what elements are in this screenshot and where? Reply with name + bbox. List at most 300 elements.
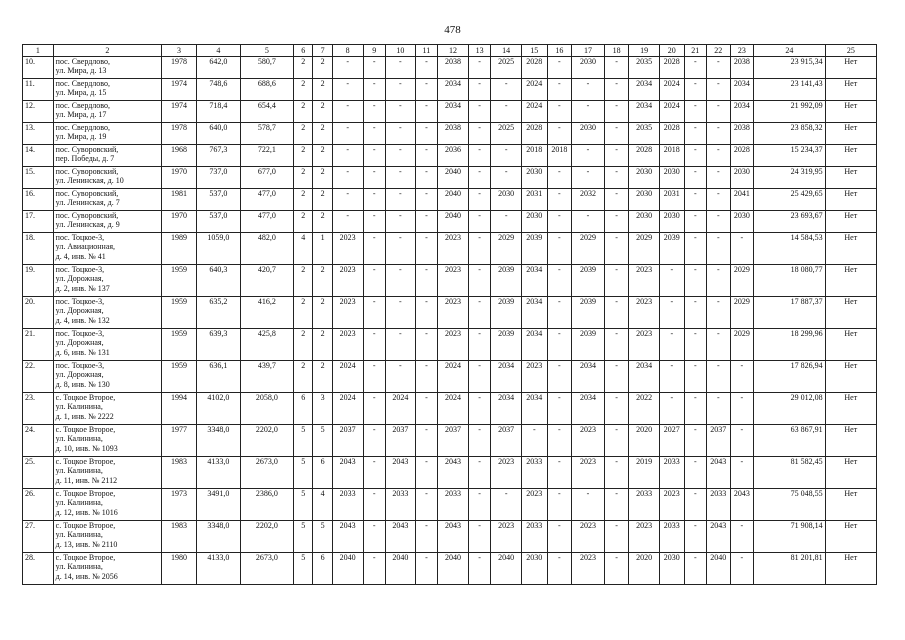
table-cell: - <box>604 123 629 145</box>
table-cell: - <box>468 489 491 521</box>
table-cell: - <box>604 57 629 79</box>
address-line: ул. Калинина, <box>55 466 103 476</box>
table-cell: - <box>491 101 522 123</box>
table-cell: 2034 <box>522 393 548 425</box>
address-cell <box>53 189 161 211</box>
table-cell: - <box>730 233 754 265</box>
table-cell: 1989 <box>162 233 197 265</box>
table-cell: - <box>684 145 707 167</box>
table-cell: 2023 <box>572 553 605 585</box>
address-line: ул. Калинина, <box>55 562 103 572</box>
table-cell: Нет <box>825 489 876 521</box>
table-cell: 2040 <box>707 553 731 585</box>
table-row <box>23 457 877 489</box>
address-cell <box>53 329 161 361</box>
column-number: 8 <box>332 45 363 57</box>
table-cell: - <box>415 393 438 425</box>
table-cell: - <box>415 167 438 189</box>
table-cell: 5 <box>313 521 332 553</box>
table-cell: - <box>660 361 685 393</box>
table-cell: - <box>707 123 731 145</box>
table-cell: 639,3 <box>196 329 240 361</box>
address-cell <box>53 211 161 233</box>
table-cell: - <box>547 457 572 489</box>
address-line: с. Тоцкое Второе, <box>55 457 116 466</box>
table-cell: - <box>363 553 386 585</box>
table-cell: 2037 <box>386 425 416 457</box>
table-cell: 2034 <box>730 79 754 101</box>
table-cell: 2024 <box>660 101 685 123</box>
table-cell: 2039 <box>522 233 548 265</box>
table-cell: - <box>684 297 707 329</box>
table-cell: 6 <box>313 457 332 489</box>
table-cell: Нет <box>825 57 876 79</box>
row-number-cell: 27. <box>23 521 54 553</box>
table-cell: 2039 <box>572 265 605 297</box>
table-cell: 1977 <box>162 425 197 457</box>
row-number-cell: 28. <box>23 553 54 585</box>
table-cell: - <box>415 457 438 489</box>
table-cell: - <box>491 211 522 233</box>
table-cell: - <box>415 101 438 123</box>
table-cell: 2030 <box>660 211 685 233</box>
table-cell: 1959 <box>162 265 197 297</box>
address-cell <box>53 393 161 425</box>
table-cell: 640,0 <box>196 123 240 145</box>
table-cell: 1959 <box>162 297 197 329</box>
capital-repair-schedule-table <box>22 44 877 585</box>
table-cell: 2024 <box>438 393 469 425</box>
table-cell: 2673,0 <box>240 553 293 585</box>
table-cell: 2033 <box>522 457 548 489</box>
table-cell: - <box>386 211 416 233</box>
table-cell: 2036 <box>438 145 469 167</box>
row-number-cell: 21. <box>23 329 54 361</box>
table-cell: Нет <box>825 167 876 189</box>
table-cell: - <box>386 329 416 361</box>
table-cell: 2039 <box>491 329 522 361</box>
table-cell: - <box>491 79 522 101</box>
table-cell: - <box>522 425 548 457</box>
table-cell: 2037 <box>438 425 469 457</box>
table-cell: 2029 <box>572 233 605 265</box>
column-number: 25 <box>825 45 876 57</box>
table-cell: 2037 <box>491 425 522 457</box>
table-cell: - <box>730 521 754 553</box>
table-cell: 2033 <box>438 489 469 521</box>
address-cell <box>53 233 161 265</box>
table-cell: 2 <box>293 265 312 297</box>
table-cell: - <box>572 145 605 167</box>
address-line: пос. Свердлово, <box>55 79 110 88</box>
table-cell: 2027 <box>660 425 685 457</box>
table-cell: 2029 <box>491 233 522 265</box>
table-cell: 2023 <box>572 425 605 457</box>
table-cell: 23 693,67 <box>754 211 826 233</box>
column-number: 5 <box>240 45 293 57</box>
table-cell: 1980 <box>162 553 197 585</box>
column-number: 4 <box>196 45 240 57</box>
address-line: ул. Мира, д. 17 <box>55 110 107 120</box>
table-cell: - <box>707 329 731 361</box>
table-cell: 2023 <box>572 521 605 553</box>
table-cell: - <box>386 57 416 79</box>
table-cell: 2023 <box>522 361 548 393</box>
table-cell: - <box>415 329 438 361</box>
table-cell: Нет <box>825 329 876 361</box>
address-line: д. 11, инв. № 2112 <box>55 475 118 485</box>
table-row <box>23 425 877 457</box>
table-cell: 2030 <box>629 189 660 211</box>
table-cell: 3348,0 <box>196 521 240 553</box>
table-cell: 2040 <box>491 553 522 585</box>
column-number: 19 <box>629 45 660 57</box>
table-cell: - <box>332 79 363 101</box>
table-cell: - <box>604 297 629 329</box>
table-cell: 2043 <box>438 457 469 489</box>
table-cell: - <box>386 123 416 145</box>
table-cell: - <box>684 57 707 79</box>
table-cell: Нет <box>825 79 876 101</box>
address-line: д. 4, инв. № 41 <box>55 251 106 261</box>
table-cell: 21 992,09 <box>754 101 826 123</box>
column-number: 21 <box>684 45 707 57</box>
table-cell: 2034 <box>491 393 522 425</box>
column-number: 12 <box>438 45 469 57</box>
table-cell: 2 <box>293 189 312 211</box>
table-cell: - <box>547 123 572 145</box>
table-cell: 81 582,45 <box>754 457 826 489</box>
table-cell: 23 141,43 <box>754 79 826 101</box>
table-cell: 2 <box>313 145 332 167</box>
table-cell: 2 <box>313 79 332 101</box>
table-cell: - <box>730 361 754 393</box>
table-cell: 24 319,95 <box>754 167 826 189</box>
table-cell: - <box>684 329 707 361</box>
table-cell: - <box>332 211 363 233</box>
table-cell: 2023 <box>332 329 363 361</box>
row-number-cell: 13. <box>23 123 54 145</box>
table-cell: 2040 <box>386 553 416 585</box>
column-number: 20 <box>660 45 685 57</box>
address-line: пос. Суворовский, <box>55 189 119 198</box>
table-cell: - <box>386 297 416 329</box>
table-cell: - <box>468 553 491 585</box>
table-row <box>23 521 877 553</box>
table-cell: - <box>415 211 438 233</box>
table-cell: - <box>684 489 707 521</box>
table-cell: 688,6 <box>240 79 293 101</box>
table-cell: 2025 <box>491 57 522 79</box>
table-cell: 2043 <box>707 457 731 489</box>
table-cell: 2030 <box>572 57 605 79</box>
table-cell: 3491,0 <box>196 489 240 521</box>
table-cell: - <box>707 265 731 297</box>
table-cell: 23 858,32 <box>754 123 826 145</box>
address-line: д. 10, инв. № 1093 <box>55 443 118 453</box>
address-line: д. 6, инв. № 131 <box>55 347 110 357</box>
table-cell: - <box>707 57 731 79</box>
address-cell <box>53 521 161 553</box>
table-cell: - <box>332 123 363 145</box>
table-cell: 23 915,34 <box>754 57 826 79</box>
address-line: ул. Калинина, <box>55 402 103 412</box>
table-cell: 2030 <box>491 189 522 211</box>
table-row <box>23 123 877 145</box>
table-cell: 4 <box>293 233 312 265</box>
table-cell: 63 867,91 <box>754 425 826 457</box>
table-cell: 425,8 <box>240 329 293 361</box>
table-cell: 2029 <box>629 233 660 265</box>
table-cell: 2028 <box>629 145 660 167</box>
address-line: пос. Суворовский, <box>55 145 119 154</box>
column-number: 11 <box>415 45 438 57</box>
table-cell: 71 908,14 <box>754 521 826 553</box>
table-cell: - <box>468 101 491 123</box>
table-cell: 2033 <box>707 489 731 521</box>
table-cell: - <box>604 189 629 211</box>
table-cell: - <box>572 489 605 521</box>
table-cell: - <box>332 189 363 211</box>
table-cell: Нет <box>825 101 876 123</box>
table-cell: Нет <box>825 123 876 145</box>
table-cell: - <box>363 297 386 329</box>
table-cell: - <box>660 297 685 329</box>
table-cell: 2 <box>293 361 312 393</box>
table-cell: 477,0 <box>240 189 293 211</box>
table-cell: 1970 <box>162 167 197 189</box>
table-cell: - <box>604 489 629 521</box>
table-cell: - <box>468 521 491 553</box>
table-cell: 29 012,08 <box>754 393 826 425</box>
table-row <box>23 297 877 329</box>
table-cell: 2028 <box>660 123 685 145</box>
table-cell: 636,1 <box>196 361 240 393</box>
table-cell: 2028 <box>522 123 548 145</box>
table-cell: - <box>547 329 572 361</box>
table-cell: - <box>363 211 386 233</box>
column-number: 9 <box>363 45 386 57</box>
table-cell: 2038 <box>730 57 754 79</box>
table-cell: 2029 <box>730 297 754 329</box>
table-cell: - <box>415 189 438 211</box>
table-cell: Нет <box>825 425 876 457</box>
table-cell: 4 <box>313 489 332 521</box>
table-cell: 1983 <box>162 457 197 489</box>
address-line: пос. Тоцкое-3, <box>55 329 105 338</box>
table-cell: 2058,0 <box>240 393 293 425</box>
table-cell: 642,0 <box>196 57 240 79</box>
address-line: ул. Дорожная, <box>55 370 104 380</box>
table-cell: - <box>604 361 629 393</box>
table-cell: 1059,0 <box>196 233 240 265</box>
table-cell: 2033 <box>660 521 685 553</box>
table-cell: 677,0 <box>240 167 293 189</box>
table-cell: 477,0 <box>240 211 293 233</box>
table-cell: 420,7 <box>240 265 293 297</box>
table-cell: 537,0 <box>196 211 240 233</box>
table-cell: 2034 <box>730 101 754 123</box>
table-cell: - <box>468 457 491 489</box>
table-cell: 2035 <box>629 123 660 145</box>
table-cell: 2023 <box>660 489 685 521</box>
table-cell: - <box>363 265 386 297</box>
table-cell: 2 <box>293 57 312 79</box>
table-cell: - <box>707 167 731 189</box>
table-cell: 2 <box>313 57 332 79</box>
table-cell: 2041 <box>730 189 754 211</box>
table-cell: 2023 <box>629 297 660 329</box>
table-cell: - <box>684 189 707 211</box>
table-cell: 2043 <box>332 457 363 489</box>
table-cell: 5 <box>313 425 332 457</box>
address-line: ул. Дорожная, <box>55 274 104 284</box>
table-cell: - <box>415 265 438 297</box>
table-cell: 2023 <box>491 457 522 489</box>
table-cell: 4102,0 <box>196 393 240 425</box>
table-cell: 2024 <box>332 393 363 425</box>
row-number-cell: 19. <box>23 265 54 297</box>
table-cell: 2024 <box>332 361 363 393</box>
table-cell: 2028 <box>730 145 754 167</box>
table-cell: - <box>415 79 438 101</box>
table-cell: - <box>415 233 438 265</box>
table-cell: 2 <box>293 329 312 361</box>
table-cell: - <box>363 167 386 189</box>
table-cell: - <box>363 425 386 457</box>
table-cell: - <box>730 393 754 425</box>
table-cell: 2018 <box>522 145 548 167</box>
table-cell: - <box>547 57 572 79</box>
address-cell <box>53 361 161 393</box>
column-number: 6 <box>293 45 312 57</box>
table-cell: 6 <box>293 393 312 425</box>
table-cell: 439,7 <box>240 361 293 393</box>
table-cell: 2 <box>313 189 332 211</box>
table-cell: - <box>415 123 438 145</box>
table-cell: 2039 <box>491 265 522 297</box>
table-cell: 2029 <box>730 329 754 361</box>
table-cell: - <box>684 265 707 297</box>
table-cell: - <box>468 57 491 79</box>
table-cell: 2 <box>313 211 332 233</box>
row-number-cell: 12. <box>23 101 54 123</box>
table-cell: - <box>604 265 629 297</box>
address-line: ул. Мира, д. 13 <box>55 66 107 76</box>
table-cell: 2040 <box>332 553 363 585</box>
table-cell: 1968 <box>162 145 197 167</box>
table-cell: 2 <box>313 265 332 297</box>
table-cell: - <box>468 167 491 189</box>
address-cell <box>53 425 161 457</box>
table-cell: 1983 <box>162 521 197 553</box>
table-cell: - <box>547 167 572 189</box>
table-cell: 2019 <box>629 457 660 489</box>
table-cell: Нет <box>825 145 876 167</box>
table-cell: - <box>386 361 416 393</box>
table-cell: 2018 <box>660 145 685 167</box>
column-number: 13 <box>468 45 491 57</box>
table-cell: 1981 <box>162 189 197 211</box>
table-cell: Нет <box>825 457 876 489</box>
table-cell: 2040 <box>438 189 469 211</box>
table-cell: 2023 <box>438 297 469 329</box>
address-line: пос. Тоцкое-3, <box>55 265 105 274</box>
table-cell: 2030 <box>522 167 548 189</box>
table-cell: 722,1 <box>240 145 293 167</box>
table-cell: 2030 <box>730 167 754 189</box>
table-cell: - <box>707 393 731 425</box>
table-row <box>23 265 877 297</box>
table-cell: - <box>660 393 685 425</box>
table-cell: 2033 <box>660 457 685 489</box>
table-cell: 2043 <box>386 457 416 489</box>
table-cell: 1978 <box>162 123 197 145</box>
table-cell: - <box>707 145 731 167</box>
address-line: д. 1, инв. № 2222 <box>55 411 114 421</box>
table-cell: 2034 <box>438 79 469 101</box>
table-cell: - <box>547 489 572 521</box>
table-cell: - <box>730 457 754 489</box>
table-row <box>23 57 877 79</box>
table-cell: 2386,0 <box>240 489 293 521</box>
table-cell: 2023 <box>438 233 469 265</box>
table-cell: - <box>363 189 386 211</box>
table-cell: - <box>332 167 363 189</box>
table-cell: 2023 <box>438 329 469 361</box>
table-cell: - <box>491 167 522 189</box>
table-cell: 2023 <box>438 265 469 297</box>
table-cell: - <box>363 57 386 79</box>
column-number: 16 <box>547 45 572 57</box>
table-cell: 2034 <box>629 79 660 101</box>
table-cell: - <box>415 361 438 393</box>
table-cell: 2034 <box>438 101 469 123</box>
table-cell: 482,0 <box>240 233 293 265</box>
table-cell: 2023 <box>629 265 660 297</box>
row-number-cell: 17. <box>23 211 54 233</box>
table-cell: 2 <box>293 211 312 233</box>
column-number: 14 <box>491 45 522 57</box>
table-cell: 640,3 <box>196 265 240 297</box>
table-cell: - <box>547 233 572 265</box>
table-cell: 17 887,37 <box>754 297 826 329</box>
table-cell: - <box>363 123 386 145</box>
table-cell: - <box>684 167 707 189</box>
address-line: с. Тоцкое Второе, <box>55 521 116 530</box>
address-cell <box>53 265 161 297</box>
address-line: ул. Ленинская, д. 9 <box>55 220 120 230</box>
table-cell: 2030 <box>629 167 660 189</box>
address-line: пос. Тоцкое-3, <box>55 297 105 306</box>
table-cell: - <box>468 297 491 329</box>
table-cell: 2 <box>313 101 332 123</box>
table-cell: 2034 <box>629 101 660 123</box>
table-cell: 1978 <box>162 57 197 79</box>
address-line: ул. Ленинская, д. 10 <box>55 176 124 186</box>
table-cell: - <box>707 297 731 329</box>
address-cell <box>53 145 161 167</box>
table-cell: Нет <box>825 189 876 211</box>
table-cell: 2 <box>313 329 332 361</box>
table-cell: 2034 <box>522 265 548 297</box>
address-line: пос. Суворовский, <box>55 211 119 220</box>
table-cell: 2040 <box>438 167 469 189</box>
table-cell: 14 584,53 <box>754 233 826 265</box>
column-number: 3 <box>162 45 197 57</box>
table-cell: 635,2 <box>196 297 240 329</box>
table-cell: - <box>468 233 491 265</box>
